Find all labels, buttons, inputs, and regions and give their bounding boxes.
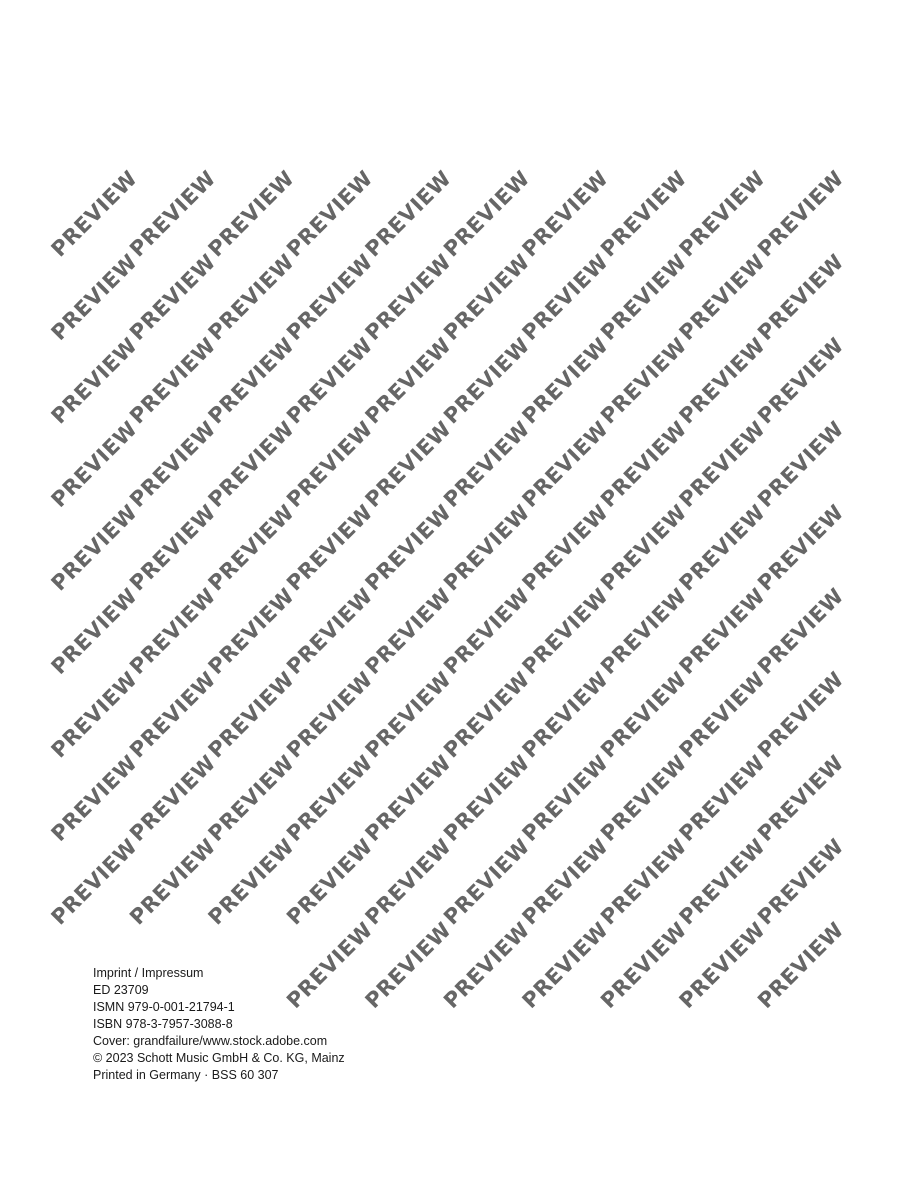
watermark-word: PREVIEW <box>282 500 378 596</box>
watermark-word: PREVIEW <box>674 500 771 596</box>
watermark-word: PREVIEW <box>203 750 300 847</box>
watermark-word: PREVIEW <box>517 500 614 596</box>
watermark-word: PREVIEW <box>753 750 849 847</box>
watermark-word: PREVIEW <box>46 333 143 429</box>
watermark-word: PREVIEW <box>360 166 457 262</box>
watermark-word: PREVIEW <box>360 416 457 513</box>
watermark-word: PREVIEW <box>517 333 614 429</box>
watermark-word: PREVIEW <box>517 416 614 513</box>
watermark-word: PREVIEW <box>517 249 614 346</box>
copyright-notice: © 2023 Schott Music GmbH & Co. KG, Mainz <box>93 1051 345 1065</box>
watermark-word: PREVIEW <box>753 834 849 930</box>
watermark-word: PREVIEW <box>674 583 771 680</box>
watermark-word: PREVIEW <box>46 583 143 680</box>
watermark-word: PREVIEW <box>46 249 143 346</box>
ismn-number: ISMN 979-0-001-21794-1 <box>93 1000 235 1014</box>
watermark-word: PREVIEW <box>674 750 771 847</box>
watermark-word: PREVIEW <box>517 583 614 680</box>
watermark-word: PREVIEW <box>674 834 771 930</box>
watermark-word: PREVIEW <box>674 166 771 262</box>
watermark-word: PREVIEW <box>203 333 300 429</box>
watermark-word: PREVIEW <box>282 917 378 1014</box>
watermark-word: PREVIEW <box>439 416 535 513</box>
watermark-word: PREVIEW <box>753 583 849 680</box>
watermark-word: PREVIEW <box>282 834 378 930</box>
watermark-word: PREVIEW <box>282 667 378 763</box>
imprint-heading: Imprint / Impressum <box>93 966 204 980</box>
watermark-word: PREVIEW <box>596 834 692 930</box>
watermark-word: PREVIEW <box>125 583 221 680</box>
watermark-word: PREVIEW <box>203 166 300 262</box>
watermark-word: PREVIEW <box>517 166 614 262</box>
isbn-number: ISBN 978-3-7957-3088-8 <box>93 1017 233 1031</box>
watermark-word: PREVIEW <box>203 249 300 346</box>
watermark-word: PREVIEW <box>46 500 143 596</box>
watermark-word: PREVIEW <box>125 667 221 763</box>
watermark-word: PREVIEW <box>674 333 771 429</box>
watermark-word: PREVIEW <box>125 333 221 429</box>
watermark-word: PREVIEW <box>360 500 457 596</box>
watermark-word: PREVIEW <box>125 834 221 930</box>
imprint-block <box>93 965 413 1084</box>
watermark-word: PREVIEW <box>203 583 300 680</box>
watermark-word: PREVIEW <box>596 750 692 847</box>
watermark-word: PREVIEW <box>439 166 535 262</box>
watermark-word: PREVIEW <box>753 500 849 596</box>
watermark-word: PREVIEW <box>596 917 692 1014</box>
watermark-word: PREVIEW <box>596 416 692 513</box>
watermark-word: PREVIEW <box>360 750 457 847</box>
watermark-word: PREVIEW <box>439 333 535 429</box>
watermark-word: PREVIEW <box>596 249 692 346</box>
watermark-word: PREVIEW <box>46 667 143 763</box>
watermark-word: PREVIEW <box>360 667 457 763</box>
edition-number: ED 23709 <box>93 983 149 997</box>
watermark-word: PREVIEW <box>596 333 692 429</box>
watermark-word: PREVIEW <box>517 750 614 847</box>
watermark-word: PREVIEW <box>203 667 300 763</box>
watermark-word: PREVIEW <box>46 166 143 262</box>
watermark-word: PREVIEW <box>282 750 378 847</box>
watermark-word: PREVIEW <box>753 667 849 763</box>
watermark-word: PREVIEW <box>282 416 378 513</box>
watermark-word: PREVIEW <box>596 166 692 262</box>
watermark-word: PREVIEW <box>517 834 614 930</box>
watermark-word: PREVIEW <box>125 416 221 513</box>
watermark-word: PREVIEW <box>753 166 849 262</box>
watermark-word: PREVIEW <box>125 249 221 346</box>
watermark-word: PREVIEW <box>282 249 378 346</box>
watermark-word: PREVIEW <box>439 750 535 847</box>
watermark-word: PREVIEW <box>125 500 221 596</box>
watermark-word: PREVIEW <box>439 667 535 763</box>
watermark-word: PREVIEW <box>282 166 378 262</box>
watermark-word: PREVIEW <box>753 917 849 1014</box>
watermark-word: PREVIEW <box>674 917 771 1014</box>
watermark-word: PREVIEW <box>439 834 535 930</box>
watermark-word: PREVIEW <box>439 500 535 596</box>
watermark-word: PREVIEW <box>125 166 221 262</box>
watermark-word: PREVIEW <box>360 917 457 1014</box>
watermark-word: PREVIEW <box>203 500 300 596</box>
watermark-word: PREVIEW <box>674 416 771 513</box>
watermark-word: PREVIEW <box>282 583 378 680</box>
watermark-word: PREVIEW <box>46 834 143 930</box>
watermark-word: PREVIEW <box>596 667 692 763</box>
watermark-word: PREVIEW <box>360 834 457 930</box>
watermark-word: PREVIEW <box>439 249 535 346</box>
watermark-word: PREVIEW <box>674 249 771 346</box>
watermark-word: PREVIEW <box>596 583 692 680</box>
watermark-word: PREVIEW <box>517 667 614 763</box>
watermark-word: PREVIEW <box>596 500 692 596</box>
watermark-word: PREVIEW <box>753 249 849 346</box>
watermark-word: PREVIEW <box>439 917 535 1014</box>
watermark-word: PREVIEW <box>360 333 457 429</box>
cover-credit: Cover: grandfailure/www.stock.adobe.com <box>93 1034 328 1048</box>
printed-info: Printed in Germany · BSS 60 307 <box>93 1068 279 1082</box>
watermark-word: PREVIEW <box>439 583 535 680</box>
watermark-word: PREVIEW <box>203 416 300 513</box>
watermark-word: PREVIEW <box>46 416 143 513</box>
watermark-word: PREVIEW <box>360 583 457 680</box>
watermark-word: PREVIEW <box>282 333 378 429</box>
watermark-word: PREVIEW <box>125 750 221 847</box>
watermark-word: PREVIEW <box>46 750 143 847</box>
watermark-word: PREVIEW <box>674 667 771 763</box>
watermark-word: PREVIEW <box>517 917 614 1014</box>
watermark-word: PREVIEW <box>753 416 849 513</box>
watermark-word: PREVIEW <box>203 834 300 930</box>
watermark-word: PREVIEW <box>360 249 457 346</box>
watermark-word: PREVIEW <box>753 333 849 429</box>
